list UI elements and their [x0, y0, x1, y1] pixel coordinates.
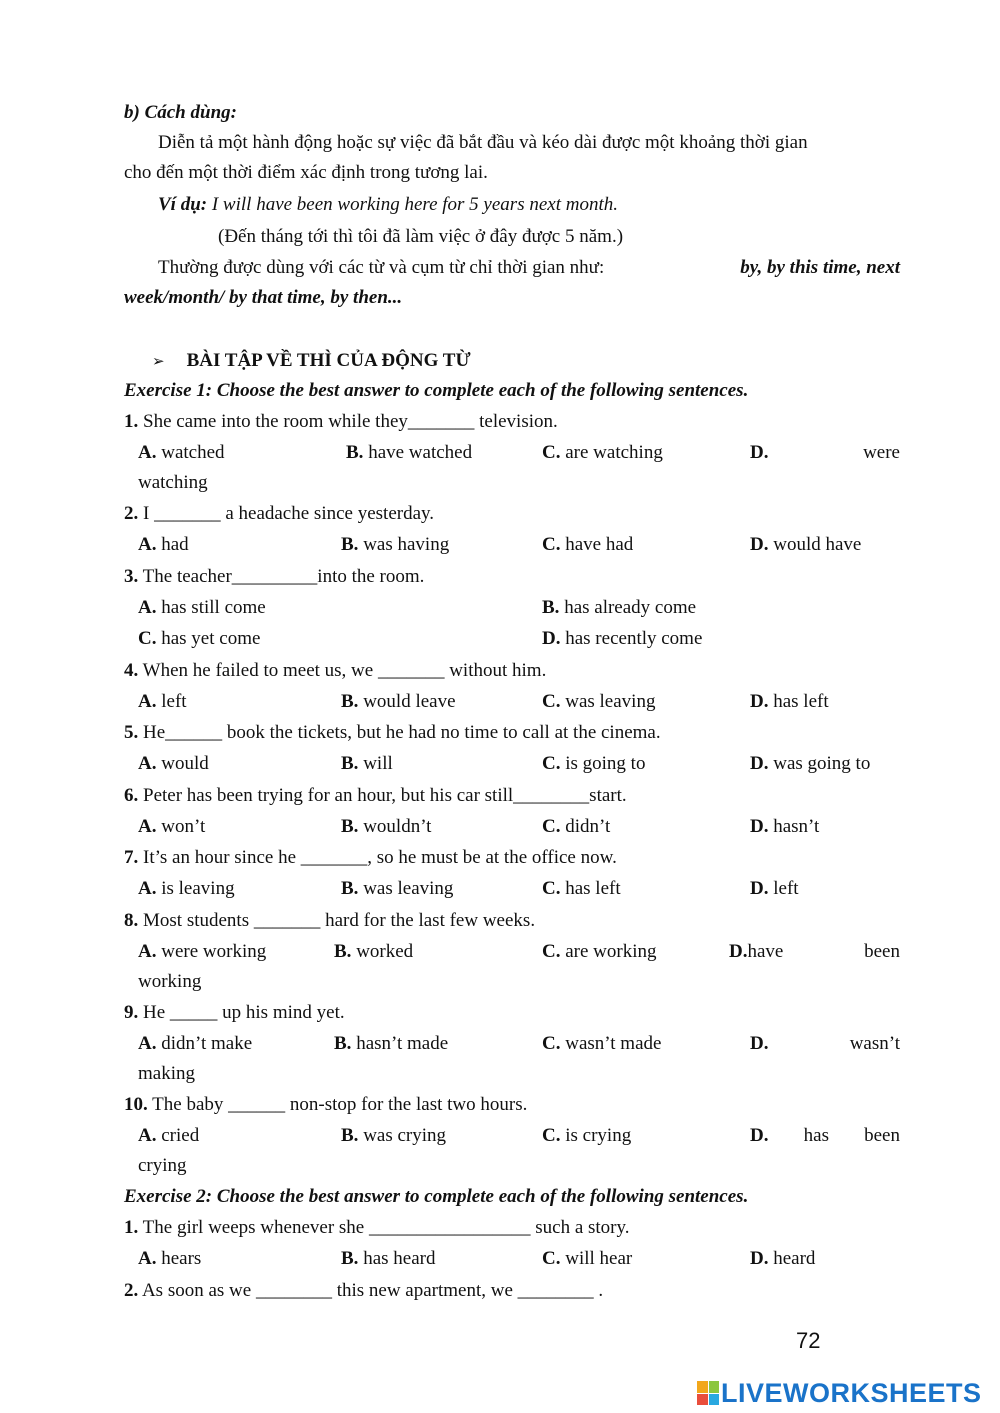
q9-option-d-cont: making	[138, 1063, 195, 1084]
q9-option-b[interactable]: B. hasn’t made	[334, 1033, 449, 1054]
q9-option-d[interactable]: D. wasn’t	[750, 1033, 900, 1054]
example-label: Ví dụ:	[158, 194, 208, 215]
example-translation: (Đến tháng tới thì tôi đã làm việc ở đây được 5 năm.)	[218, 226, 624, 247]
q8-option-b[interactable]: B. worked	[334, 941, 414, 962]
q7-option-a[interactable]: A. is leaving	[138, 878, 235, 899]
section-title: BÀI TẬP VỀ THÌ CỦA ĐỘNG TỪ	[186, 350, 471, 371]
q1-option-a[interactable]: A. watched	[138, 442, 225, 463]
liveworksheets-mark-icon	[697, 1381, 719, 1405]
q3-option-a[interactable]: A. has still come	[138, 597, 266, 618]
usage-description-line2: cho đến một thời điểm xác định trong tương lai.	[124, 162, 488, 183]
example	[158, 193, 618, 217]
q2-option-d[interactable]: D. would have	[750, 534, 862, 555]
q8-option-a[interactable]: A. were working	[138, 941, 267, 962]
q4-option-c[interactable]: C. was leaving	[542, 691, 656, 712]
question-7: 7. It’s an hour since he _______, so he must be at the office now.	[124, 847, 617, 868]
q2-option-a[interactable]: A. had	[138, 534, 189, 555]
question-2: 2. I _______ a headache since yesterday.	[124, 503, 435, 524]
q4-option-a[interactable]: A. left	[138, 691, 187, 712]
ex2-question-1: 1. The girl weeps whenever she _________________ such a story.	[124, 1217, 630, 1238]
ex2-q1-option-a[interactable]: A. hears	[138, 1248, 202, 1269]
question-4: 4. When he failed to meet us, we _______ without him.	[124, 660, 547, 681]
ex2-question-2: 2. As soon as we ________ this new apartment, we ________ .	[124, 1280, 604, 1301]
liveworksheets-logo	[697, 1378, 982, 1408]
q6-option-a[interactable]: A. won’t	[138, 816, 206, 837]
q1-option-b[interactable]: B. have watched	[346, 442, 473, 463]
q7-option-c[interactable]: C. has left	[542, 878, 621, 899]
q4-option-b[interactable]: B. would leave	[341, 691, 456, 712]
q10-option-c[interactable]: C. is crying	[542, 1125, 632, 1146]
q8-option-c[interactable]: C. are working	[542, 941, 657, 962]
q8-option-d-cont: working	[138, 971, 202, 992]
ex2-q1-option-d[interactable]: D. heard	[750, 1248, 816, 1269]
q4-option-d[interactable]: D. has left	[750, 691, 829, 712]
q7-option-d[interactable]: D. left	[750, 878, 799, 899]
q3-option-d[interactable]: D. has recently come	[542, 628, 703, 649]
signal-words-2: week/month/ by that time, by then...	[124, 287, 403, 308]
page-number: 72	[796, 1328, 821, 1353]
q1-option-d-cont: watching	[138, 472, 208, 493]
q9-option-a[interactable]: A. didn’t make	[138, 1033, 253, 1054]
question-5: 5. He______ book the tickets, but he had no time to call at the cinema.	[124, 722, 661, 743]
signal-line1	[158, 256, 900, 280]
q10-option-b[interactable]: B. was crying	[341, 1125, 447, 1146]
q5-option-c[interactable]: C. is going to	[542, 753, 646, 774]
q6-option-b[interactable]: B. wouldn’t	[341, 816, 432, 837]
q5-option-b[interactable]: B. will	[341, 753, 393, 774]
liveworksheets-text: LIVEWORKSHEETS	[721, 1377, 982, 1408]
usage-heading: b) Cách dùng:	[124, 102, 237, 123]
q2-option-b[interactable]: B. was having	[341, 534, 450, 555]
q10-option-a[interactable]: A. cried	[138, 1125, 200, 1146]
ex2-q1-option-c[interactable]: C. will hear	[542, 1248, 633, 1269]
signal-intro: Thường được dùng với các từ và cụm từ chỉ thời gian như:	[158, 257, 605, 278]
example-text: I will have been working here for 5 years next month.	[207, 194, 618, 215]
q6-option-d[interactable]: D. hasn’t	[750, 816, 820, 837]
question-6: 6. Peter has been trying for an hour, but his car still________start.	[124, 785, 627, 806]
exercise1-title: Exercise 1: Choose the best answer to complete each of the following sentences.	[124, 380, 749, 401]
question-10: 10. The baby ______ non-stop for the last two hours.	[124, 1094, 528, 1115]
ex2-q1-option-b[interactable]: B. has heard	[341, 1248, 436, 1269]
question-8: 8. Most students _______ hard for the last few weeks.	[124, 910, 536, 931]
section-heading	[152, 349, 471, 373]
q5-option-d[interactable]: D. was going to	[750, 753, 871, 774]
usage-description-line1: Diễn tả một hành động hoặc sự việc đã bắt đầu và kéo dài được một khoảng thời gian	[158, 132, 808, 153]
arrow-bullet-icon: ➢	[152, 352, 165, 370]
q3-option-b[interactable]: B. has already come	[542, 597, 697, 618]
q6-option-c[interactable]: C. didn’t	[542, 816, 611, 837]
q8-option-d[interactable]: D.have been	[729, 941, 900, 962]
q10-option-d[interactable]: D. has been	[750, 1125, 900, 1146]
signal-words-1: by, by this time, next	[740, 257, 900, 278]
exercise2-title: Exercise 2: Choose the best answer to complete each of the following sentences.	[124, 1186, 749, 1207]
q1-option-c[interactable]: C. are watching	[542, 442, 663, 463]
q7-option-b[interactable]: B. was leaving	[341, 878, 454, 899]
q5-option-a[interactable]: A. would	[138, 753, 209, 774]
question-9: 9. He _____ up his mind yet.	[124, 1002, 345, 1023]
question-1: 1. She came into the room while they_______ television.	[124, 411, 558, 432]
question-3: 3. The teacher_________into the room.	[124, 566, 425, 587]
q9-option-c[interactable]: C. wasn’t made	[542, 1033, 662, 1054]
q10-option-d-cont: crying	[138, 1155, 187, 1176]
q3-option-c[interactable]: C. has yet come	[138, 628, 261, 649]
q1-option-d[interactable]: D. were	[750, 442, 900, 463]
q2-option-c[interactable]: C. have had	[542, 534, 634, 555]
